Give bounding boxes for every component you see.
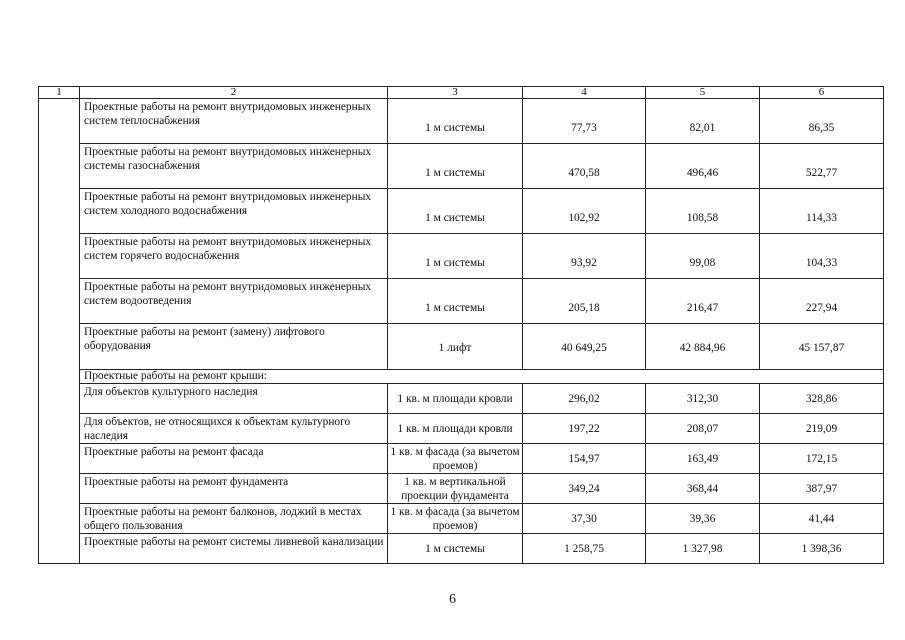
work-cell: Проектные работы на ремонт фундамента (80, 474, 388, 504)
table-row (39, 279, 884, 324)
value-cell: 1 327,98 (646, 534, 760, 564)
table-row (39, 444, 884, 474)
unit-cell: 1 кв. м вертикальной проекции фундамента (388, 474, 523, 504)
header-cell: 2 (80, 87, 388, 99)
work-cell: Проектные работы на ремонт фасада (80, 444, 388, 474)
value-cell: 496,46 (646, 144, 760, 189)
unit-cell: 1 м системы (388, 534, 523, 564)
value-cell: 227,94 (760, 279, 884, 324)
work-cell: Для объектов культурного наследия (80, 384, 388, 414)
unit-cell: 1 м системы (388, 99, 523, 144)
table-row (39, 189, 884, 234)
unit-cell: 1 м системы (388, 189, 523, 234)
work-cell: Для объектов, не относящихся к объектам культурного наследия (80, 414, 388, 444)
work-cell: Проектные работы на ремонт (замену) лифтового оборудования (80, 324, 388, 370)
work-cell: Проектные работы на ремонт внутридомовых инженерных систем теплоснабжения (80, 99, 388, 144)
table-header-row (39, 87, 884, 99)
table-row (39, 324, 884, 370)
unit-cell: 1 м системы (388, 144, 523, 189)
table-row (39, 234, 884, 279)
work-cell: Проектные работы на ремонт балконов, лоджий в местах общего пользования (80, 504, 388, 534)
table-row (39, 504, 884, 534)
value-cell: 93,92 (523, 234, 646, 279)
value-cell: 522,77 (760, 144, 884, 189)
value-cell: 312,30 (646, 384, 760, 414)
header-cell: 6 (760, 87, 884, 99)
table-row (39, 474, 884, 504)
unit-cell: 1 кв. м площади кровли (388, 414, 523, 444)
work-cell: Проектные работы на ремонт внутридомовых инженерных систем водоотведения (80, 279, 388, 324)
value-cell: 328,86 (760, 384, 884, 414)
value-cell: 163,49 (646, 444, 760, 474)
unit-cell: 1 м системы (388, 279, 523, 324)
header-cell: 4 (523, 87, 646, 99)
value-cell: 39,36 (646, 504, 760, 534)
value-cell: 470,58 (523, 144, 646, 189)
unit-cell: 1 кв. м фасада (за вычетом проемов) (388, 504, 523, 534)
value-cell: 77,73 (523, 99, 646, 144)
unit-cell: 1 кв. м площади кровли (388, 384, 523, 414)
value-cell: 42 884,96 (646, 324, 760, 370)
work-cell: Проектные работы на ремонт системы ливневой канализации (80, 534, 388, 564)
header-cell: 3 (388, 87, 523, 99)
value-cell: 104,33 (760, 234, 884, 279)
price-table (38, 86, 884, 564)
table-row (39, 144, 884, 189)
value-cell: 114,33 (760, 189, 884, 234)
value-cell: 219,09 (760, 414, 884, 444)
value-cell: 387,97 (760, 474, 884, 504)
value-cell: 208,07 (646, 414, 760, 444)
value-cell: 99,08 (646, 234, 760, 279)
row-number-cell (39, 99, 80, 564)
section-heading-cell: Проектные работы на ремонт крыши: (80, 370, 884, 384)
table-row (39, 384, 884, 414)
value-cell: 45 157,87 (760, 324, 884, 370)
work-cell: Проектные работы на ремонт внутридомовых инженерных систем холодного водоснабжения (80, 189, 388, 234)
value-cell: 296,02 (523, 384, 646, 414)
value-cell: 1 398,36 (760, 534, 884, 564)
work-cell: Проектные работы на ремонт внутридомовых инженерных системы газоснабжения (80, 144, 388, 189)
value-cell: 172,15 (760, 444, 884, 474)
header-cell: 1 (39, 87, 80, 99)
table-row (39, 370, 884, 384)
value-cell: 197,22 (523, 414, 646, 444)
value-cell: 82,01 (646, 99, 760, 144)
unit-cell: 1 лифт (388, 324, 523, 370)
value-cell: 216,47 (646, 279, 760, 324)
value-cell: 37,30 (523, 504, 646, 534)
value-cell: 349,24 (523, 474, 646, 504)
value-cell: 1 258,75 (523, 534, 646, 564)
table-row (39, 534, 884, 564)
value-cell: 368,44 (646, 474, 760, 504)
page-number: 6 (449, 592, 456, 607)
table-row (39, 414, 884, 444)
value-cell: 41,44 (760, 504, 884, 534)
value-cell: 205,18 (523, 279, 646, 324)
value-cell: 108,58 (646, 189, 760, 234)
table-row (39, 99, 884, 144)
unit-cell: 1 кв. м фасада (за вычетом проемов) (388, 444, 523, 474)
value-cell: 40 649,25 (523, 324, 646, 370)
header-cell: 5 (646, 87, 760, 99)
value-cell: 102,92 (523, 189, 646, 234)
work-cell: Проектные работы на ремонт внутридомовых инженерных систем горячего водоснабжения (80, 234, 388, 279)
value-cell: 86,35 (760, 99, 884, 144)
value-cell: 154,97 (523, 444, 646, 474)
unit-cell: 1 м системы (388, 234, 523, 279)
